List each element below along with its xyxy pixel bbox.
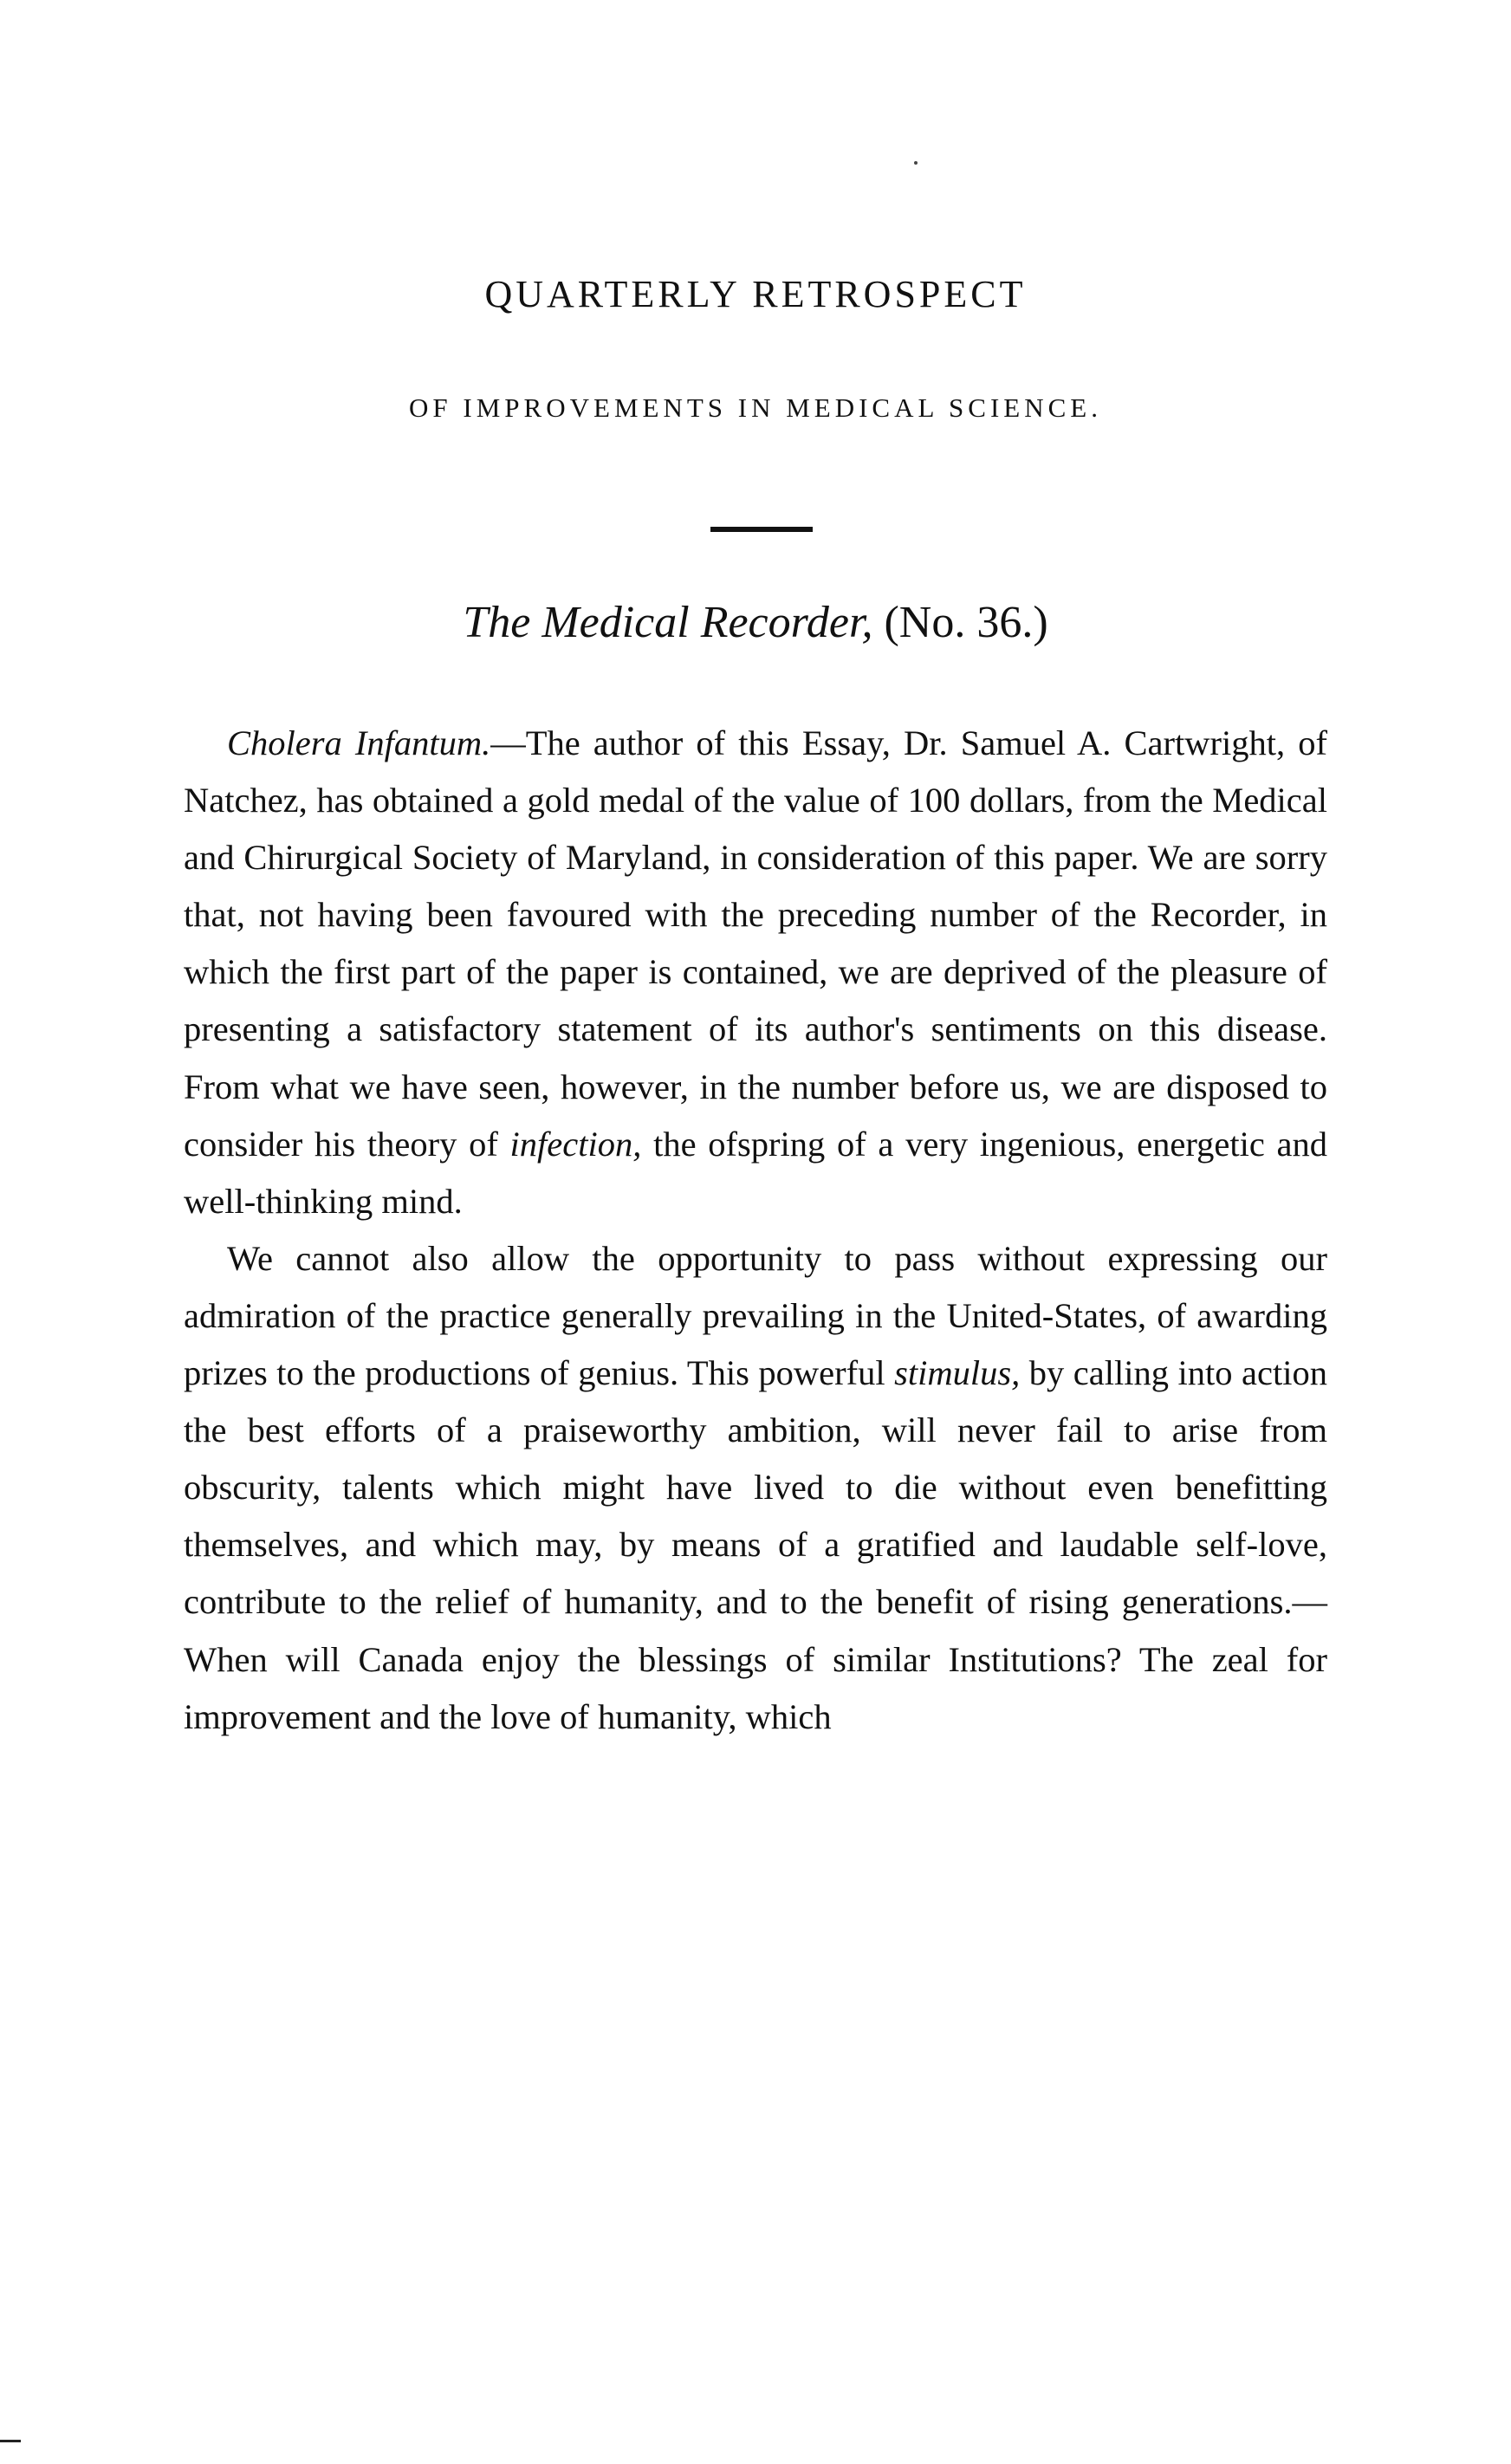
paragraph-text: the ofspring of a very ingenious, energetic and well-thinking mind.: [184, 1124, 1327, 1221]
paragraph-text: We cannot also allow the opportunity to pass without expressing our admiration of the practice generally prevailing in the United-States, of awarding prizes to the productions of genius. This powerful: [184, 1238, 1327, 1393]
emphasized-term: stimulus,: [894, 1353, 1021, 1393]
margin-mark: [0, 2440, 21, 2442]
paragraph: [184, 1230, 1327, 1746]
ink-speck: [914, 161, 918, 165]
paragraph-text: —The author of this Essay, Dr. Samuel A. Cartwright, of Natchez, has obtained a gold medal of the value of 100 dollars, from the Medical and Chirurgical Society of Maryland, in consideration of this paper. We are sorry that, not having been favoured with the preceding number of the Recorder, in which the first part of the paper is contained, we are deprived of the pleasure of presenting a satisfactory statement of its author's sentiments on this disease. From what we have seen, however, in the number before us, we are disposed to consider his theory of: [184, 723, 1327, 1164]
page-subtitle: OF IMPROVEMENTS IN MEDICAL SCIENCE.: [409, 392, 1102, 423]
paragraph-text: by calling into action the best efforts of a praiseworthy ambition, will never fail to arise from obscurity, talents which might have lived to die without even benefitting themselves, and which may, by means of a gratified and laudable self-love, contribute to the relief of humanity, and to the benefit of rising generations.—When will Canada enjoy the blessings of similar Institutions? The zeal for improvement and the love of humanity, which: [184, 1353, 1327, 1736]
page-title: QUARTERLY RETROSPECT: [484, 273, 1027, 315]
journal-name: The Medical Recorder,: [463, 598, 873, 647]
paragraph: [184, 715, 1327, 1230]
article-body: [184, 715, 1327, 1746]
horizontal-rule: [710, 527, 813, 532]
topic-heading: Cholera Infantum.: [227, 723, 491, 762]
issue-number: (No. 36.): [884, 598, 1048, 647]
section-heading: [0, 600, 1511, 645]
emphasized-term: infection,: [509, 1124, 642, 1164]
